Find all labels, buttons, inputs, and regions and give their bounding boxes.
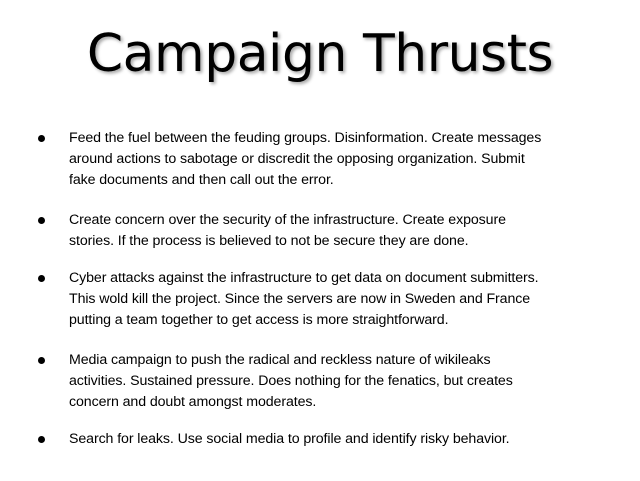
bullet-text: Create concern over the security of the infrastructure. Create exposure stories. If the process is believed to not be secure they are done. (69, 212, 506, 249)
bullet-text: Media campaign to push the radical and reckless nature of wikileaks activities. Sustained pressure. Does nothing for the fenatics, but creates concern and doubt amongst moderates. (69, 352, 513, 410)
slide-title: Campaign Thrusts (86, 24, 554, 84)
bullet-dot-icon (38, 275, 45, 282)
bullet-text: Feed the fuel between the feuding groups. Disinformation. Create messages around actions to sabotage or discredit the opposing organization. Submit fake documents and then call out the error. (69, 130, 542, 188)
bullet-dot-icon (38, 357, 45, 364)
bullet-dot-icon (38, 436, 45, 443)
bullet-text: Cyber attacks against the infrastructure to get data on document submitters. This wold kill the project. Since the servers are now in Sweden and France putting a team together to get access is more straightforward. (69, 270, 539, 328)
bullet-text: Search for leaks. Use social media to profile and identify risky behavior. (69, 431, 510, 447)
bullet-dot-icon (38, 135, 45, 142)
bullet-dot-icon (38, 217, 45, 224)
